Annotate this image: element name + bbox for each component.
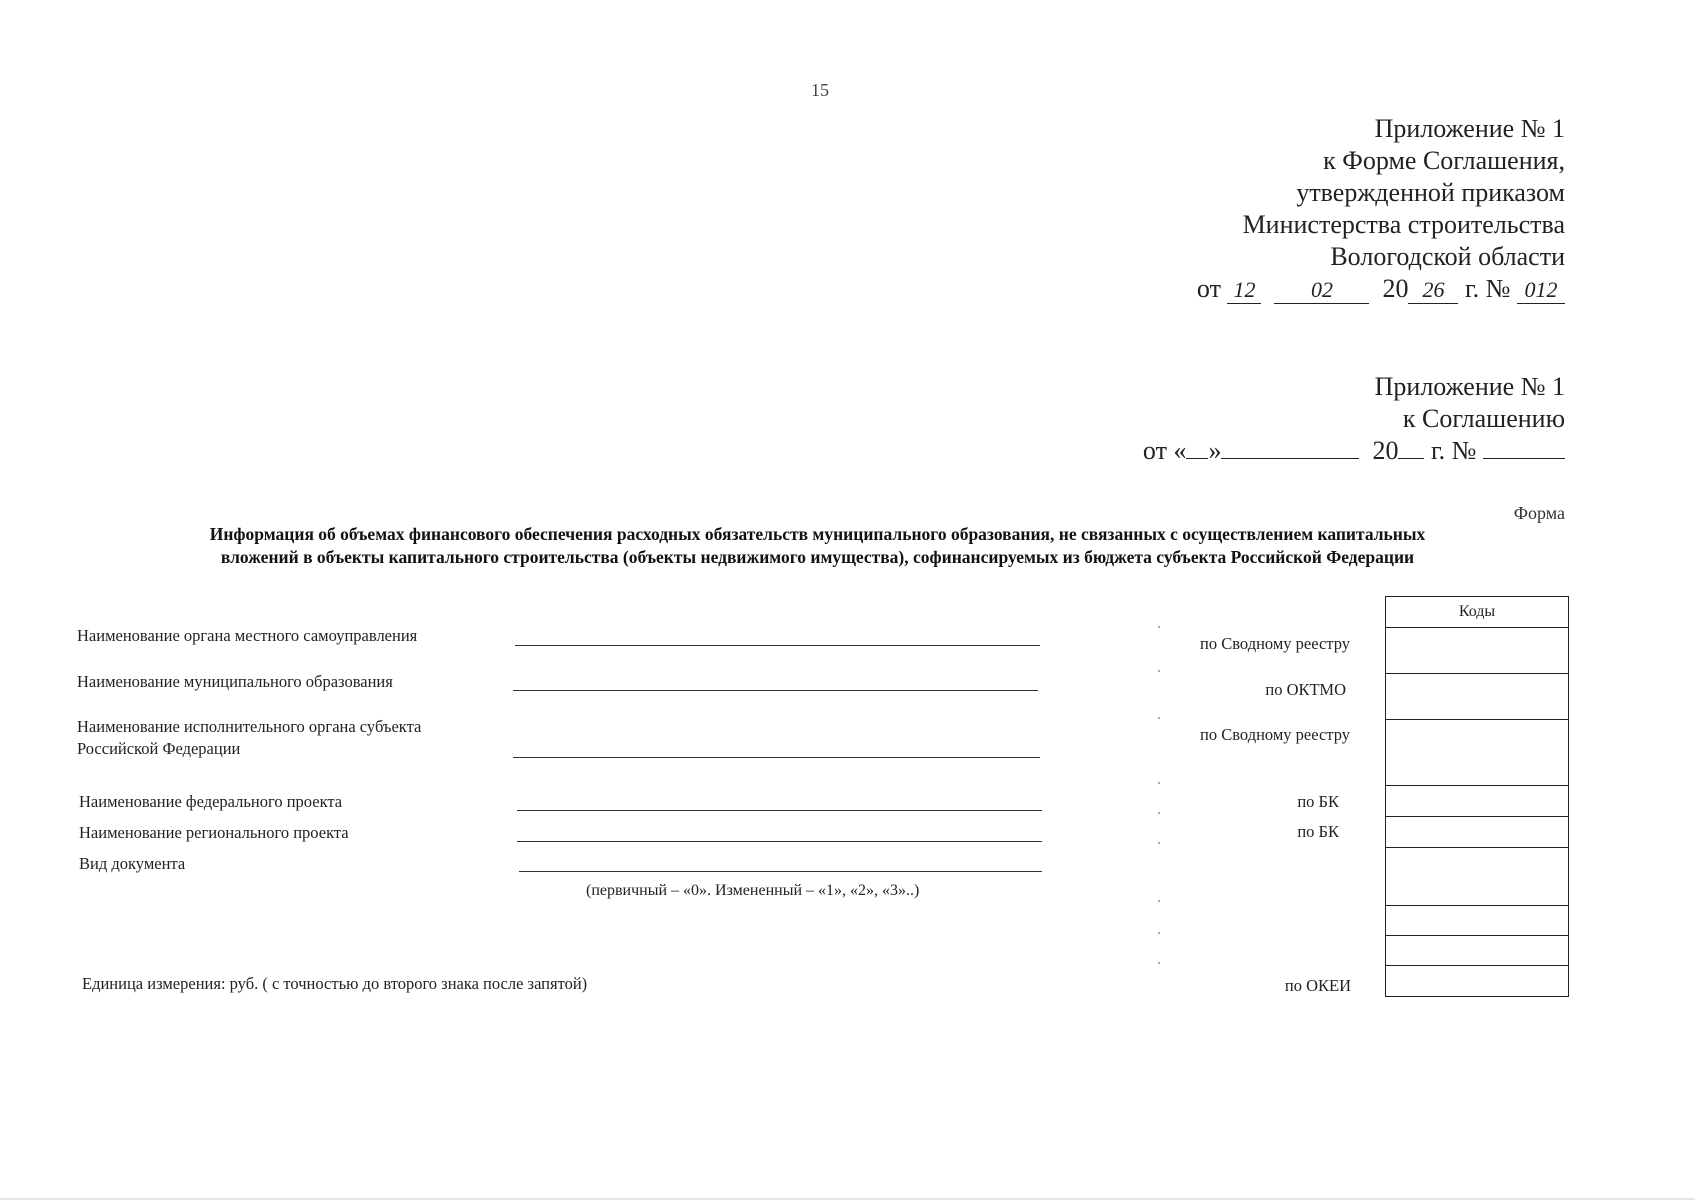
line-municipality[interactable] [513,690,1038,691]
code-cell-oktmo[interactable] [1386,673,1568,720]
annex2-header [1143,371,1565,467]
annex1-year-prefix: 20 [1382,274,1409,303]
annex1-date-prefix: от [1196,274,1221,303]
line-local-government[interactable] [515,645,1040,646]
line-executive-body[interactable] [513,757,1040,758]
document-title [80,523,1555,569]
label-regional-project: Наименование регионального проекта [79,823,349,842]
annex1-line1: Приложение № 1 [1374,114,1565,143]
guide-speck [1158,932,1160,934]
label-okei: по ОКЕИ [1284,976,1351,995]
page-number: 15 [811,80,829,100]
annex2-number-blank [1483,458,1565,459]
label-local-government: Наименование органа местного самоуправления [77,626,418,645]
annex2-date-line [1143,435,1565,467]
guide-speck [1158,900,1160,902]
title-line2: вложений в объекты капитального строительства (объекты недвижимого имущества), софинансируемых из бюджета субъекта Российской Федерации [220,547,1415,567]
guide-speck [1158,842,1160,844]
codes-table-header: Коды [1386,597,1568,628]
annex2-line2: к Соглашению [1402,404,1565,433]
code-cell-bk-2[interactable] [1386,816,1568,848]
guide-speck [1158,782,1160,784]
annex1-line4: Министерства строительства [1242,210,1565,239]
annex2-line1: Приложение № 1 [1374,372,1565,401]
annex2-day-blank [1186,458,1208,459]
code-cell-document-type[interactable] [1386,847,1568,906]
annex1-number: 012 [1517,277,1565,304]
code-cell-okei[interactable] [1386,965,1568,995]
line-regional-project[interactable] [517,841,1042,842]
annex1-line2: к Форме Соглашения, [1323,146,1565,175]
annex1-line5: Вологодской области [1330,242,1565,271]
label-svodny-reestr-1: по Сводному реестру [1200,634,1350,653]
annex1-date-line [1197,273,1565,305]
guide-speck [1158,626,1160,628]
guide-speck [1158,812,1160,814]
label-unit: Единица измерения: руб. ( с точностью до второго знака после запятой) [82,974,588,993]
annex1-month: 02 [1274,277,1369,304]
label-svodny-reestr-2: по Сводному реестру [1200,725,1350,744]
annex2-number-prefix: г. № [1430,436,1477,465]
annex2-year-blank [1398,458,1424,459]
title-line1: Информация об объемах финансового обеспечения расходных обязательств муниципального образования, не связанных с осуществлением капитальных [209,524,1426,544]
document-type-note: (первичный – «0». Измененный – «1», «2», «3»..) [586,882,920,899]
label-federal-project: Наименование федерального проекта [79,792,343,811]
guide-speck [1158,670,1160,672]
code-cell-empty-1[interactable] [1386,905,1568,936]
line-federal-project[interactable] [517,810,1042,811]
annex1-line3: утвержденной приказом [1296,178,1565,207]
annex1-number-prefix: г. № [1464,274,1511,303]
code-cell-svodny-reestr-1[interactable] [1386,627,1568,674]
line-document-type[interactable] [519,871,1042,872]
annex2-date-mid: » [1208,436,1222,465]
code-cell-svodny-reestr-2[interactable] [1386,719,1568,786]
guide-speck [1158,962,1160,964]
code-cell-empty-2[interactable] [1386,935,1568,966]
label-executive-body-line2: Российской Федерации [77,739,241,758]
label-municipality: Наименование муниципального образования [77,672,393,691]
label-bk-2: по БК [1297,822,1339,841]
guide-speck [1158,717,1160,719]
annex2-month-blank [1221,458,1359,459]
label-executive-body [77,716,421,760]
forma-label: Форма [1513,503,1565,523]
annex1-year-suffix: 26 [1408,277,1458,304]
annex2-year-prefix: 20 [1372,436,1399,465]
code-cell-bk-1[interactable] [1386,785,1568,817]
label-bk-1: по БК [1297,792,1339,811]
label-document-type: Вид документа [79,854,186,873]
label-executive-body-line1: Наименование исполнительного органа субъекта [77,717,422,736]
label-oktmo: по ОКТМО [1265,680,1346,699]
codes-table [1385,596,1569,997]
annex1-day: 12 [1227,277,1261,304]
annex2-date-prefix: от « [1142,436,1187,465]
annex1-header [1197,113,1565,305]
